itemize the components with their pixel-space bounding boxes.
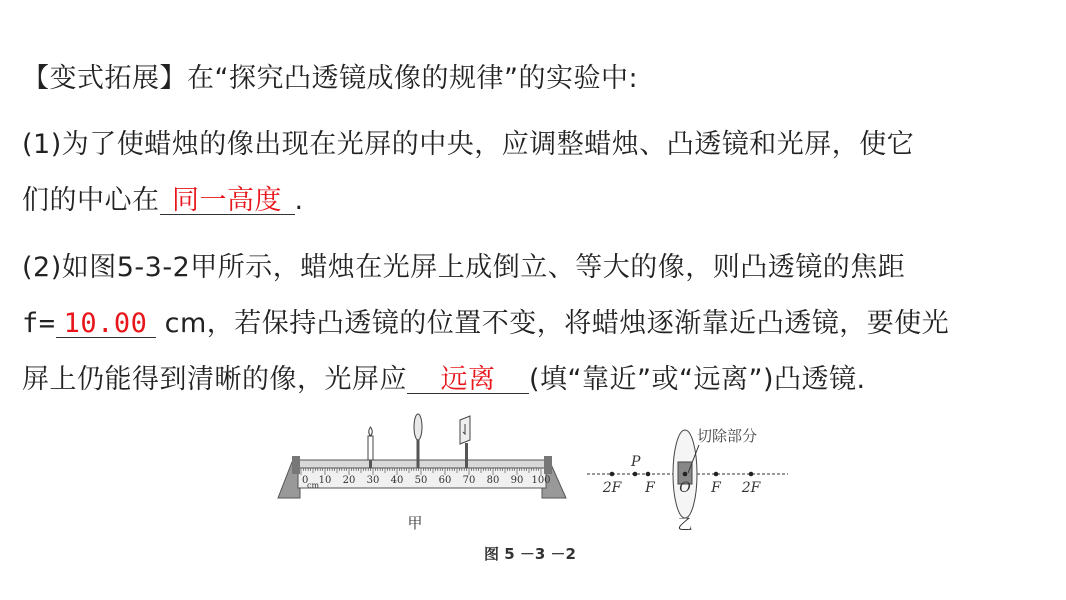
figure-caption: [484, 543, 576, 564]
bench-tick-label: 40: [390, 475, 404, 486]
lens-diagram-figure: [585, 415, 790, 535]
bench-tick-label: 30: [366, 475, 380, 486]
point-2f-right: [749, 472, 754, 477]
label-o: O: [679, 480, 691, 496]
question-2-line-2: [22, 307, 949, 341]
bench-tick-label: 100: [531, 475, 551, 486]
bench-tick-label: 60: [438, 475, 452, 486]
question-2-line-1: [22, 251, 905, 285]
bench-tick-label: 70: [462, 475, 476, 486]
bench-tick-label: 90: [510, 475, 524, 486]
answer-1: 同一高度: [172, 185, 282, 216]
point-p: [633, 472, 638, 477]
question-2-line-3: [22, 363, 866, 397]
answer-2: 10.00: [63, 308, 148, 339]
bench-tick-label: 80: [486, 475, 500, 486]
intro-text: 【变式拓展】在“探究凸透镜成像的规律”的实验中:: [22, 63, 639, 94]
label-f-right: F: [711, 480, 721, 496]
optical-bench-figure: [270, 410, 570, 535]
answer-blank-2: [56, 307, 156, 338]
figure-caption-text: 图 5 －3 －2: [484, 545, 576, 563]
question-1-text: (1)为了使蜡烛的像出现在光屏的中央，应调整蜡烛、凸透镜和光屏，使它: [22, 129, 915, 160]
intro-line: [22, 62, 638, 96]
question-2-line3-prefix: 屏上仍能得到清晰的像，光屏应: [22, 364, 407, 395]
question-1-prefix: 们的中心在: [22, 185, 160, 216]
bench-tick-label: 20: [342, 475, 356, 486]
bench-unit-label: cm: [307, 481, 320, 490]
bench-tick-label: 50: [414, 475, 428, 486]
figure-label-jia: 甲: [407, 514, 423, 532]
answer-blank-1: [160, 184, 295, 215]
question-1-line-2: [22, 184, 304, 218]
label-f-left: F: [645, 480, 655, 496]
answer-3: 远离: [440, 364, 496, 395]
bench-tick-label: 10: [318, 475, 332, 486]
bench-tick-label: 0: [302, 475, 309, 486]
question-2-text: (2)如图5-3-2甲所示，蜡烛在光屏上成倒立、等大的像，则凸透镜的焦距: [22, 252, 906, 283]
bench-rail: [298, 460, 546, 468]
cut-label: 切除部分: [697, 427, 758, 445]
bench-end-left: [292, 456, 300, 474]
point-o: [683, 472, 688, 477]
question-2-line3-suffix: (填“靠近”或“远离”)凸透镜.: [529, 364, 866, 395]
point-f-left: [646, 472, 651, 477]
point-f-right: [714, 472, 719, 477]
question-1-line-1: [22, 128, 914, 162]
question-2-mid: cm，若保持凸透镜的位置不变，将蜡烛逐渐靠近凸透镜，要使光: [164, 308, 950, 339]
label-2f-right: 2F: [741, 480, 761, 496]
bench-end-right: [544, 456, 552, 474]
question-1-suffix: .: [294, 185, 304, 216]
answer-blank-3: [407, 363, 529, 394]
label-2f-left: 2F: [602, 480, 622, 496]
figure-label-yi: 乙: [677, 515, 693, 533]
label-p: P: [631, 454, 641, 470]
question-2-prefix: f=: [22, 308, 56, 339]
point-2f-left: [610, 472, 615, 477]
